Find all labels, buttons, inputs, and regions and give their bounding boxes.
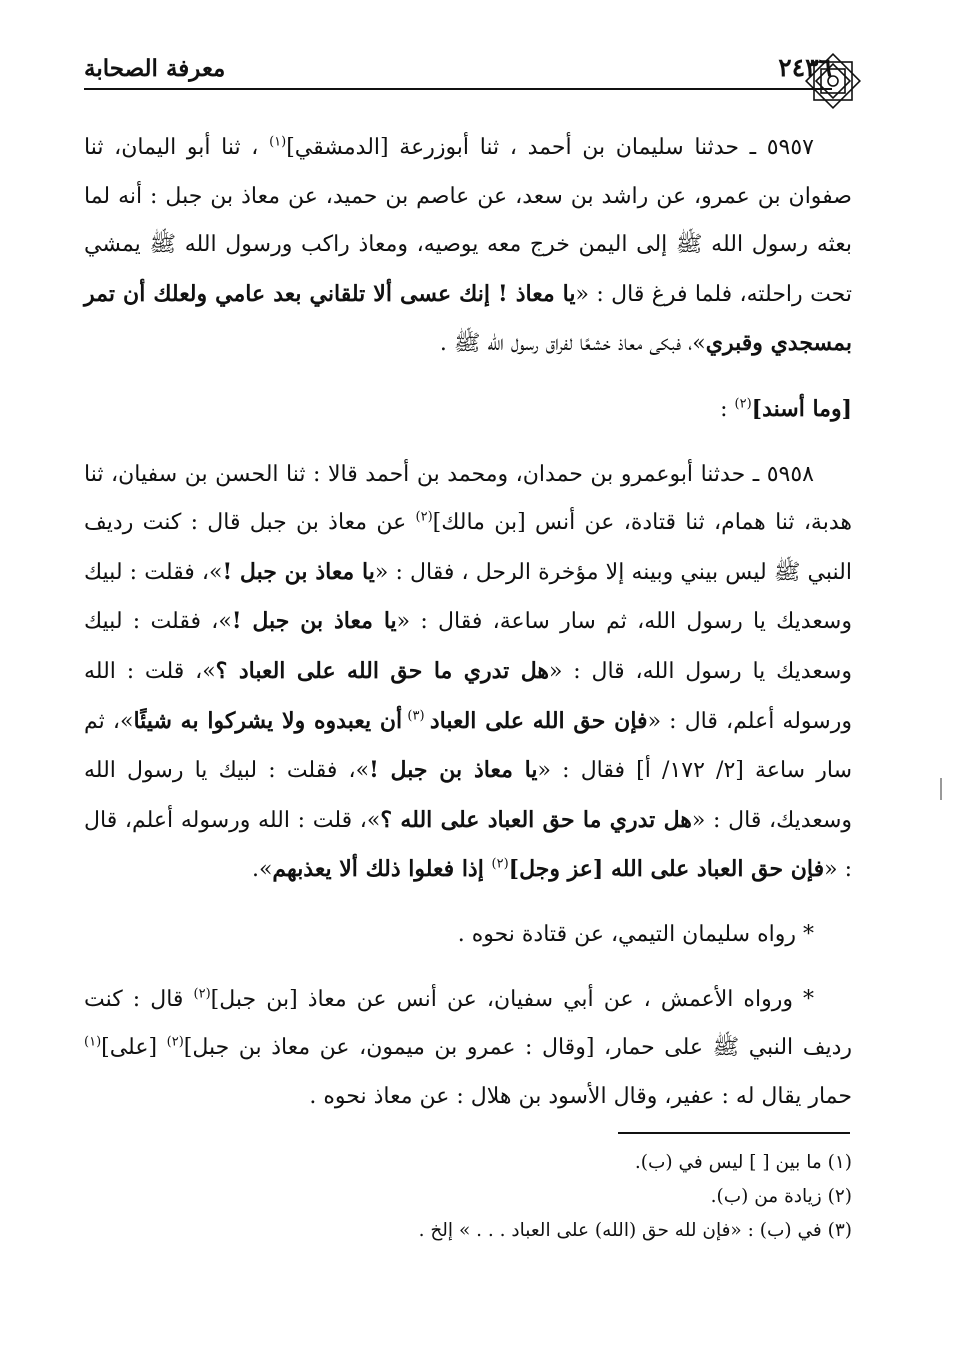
- footnote-rule: [618, 1132, 850, 1134]
- book-title: معرفة الصحابة: [84, 55, 226, 82]
- footnote-2: (٢) زيادة من (ب).: [710, 1186, 852, 1207]
- prophetic-quote: يا معاذ ! إنك عسى ألا تلقاني بعد عامي ولعلك أن تمر بمسجدي وقبري: [84, 280, 852, 357]
- prophetic-quote: هل تدري ما حق الله على العباد ؟: [215, 657, 550, 684]
- section-heading: [وما أسند]: [751, 395, 852, 422]
- text-segment: ٥٩٥٨ ـ حدثنا أبوعمرو بن حمدان، ومحمد بن أحمد قالا : ثنا الحسن بن سفيان، ثنا هدبة، ثنا همام، ثنا قتادة، عن أنس [بن مالك]: [84, 461, 852, 536]
- footnote-ref: (٣): [402, 708, 430, 724]
- page-number: ٢٤٣٦: [778, 53, 832, 82]
- footnotes: [300, 1146, 852, 1248]
- footnote-ref: (٢): [166, 1034, 184, 1050]
- page-header: [84, 44, 858, 88]
- octagram-ornament-icon: [804, 52, 862, 110]
- footnote-ref: (٢): [193, 986, 211, 1002]
- prophetic-quote: أن يعبدوه ولا يشركوا به شيئًا: [133, 707, 403, 734]
- footnote-ref: (٢): [734, 396, 752, 412]
- hadith-5957-intro: ٥٩٥٧ ـ حدثنا سليمان بن أحمد ، ثنا أبوزرعة [الدمشقي]: [286, 135, 814, 160]
- footnote-ref: (٢): [491, 856, 509, 872]
- prophetic-quote: يا معاذ بن جبل !: [222, 558, 375, 585]
- footnote-1: (١) ما بين [ ] ليس في (ب).: [634, 1152, 852, 1173]
- hadith-5958: [84, 451, 852, 895]
- text-segment: قال : كنت رديف النبي ﷺ على حمار، [وقال : عمرو بن ميمون، عن معاذ بن جبل]: [84, 986, 853, 1061]
- footnote-ref: (١): [269, 134, 287, 150]
- footnote-3: (٣) في (ب) : «فإن لله حق (الله) على العباد . . . » إلخ .: [418, 1220, 852, 1241]
- text-segment: »، فقلت : لبيك يا رسول الله وسعديك، قال : «: [84, 758, 853, 833]
- hadith-5957-ending: »، فبكى معاذ خشعًا لفراق رسول الله ﷺ .: [439, 331, 706, 357]
- footnote-ref: (٢): [415, 509, 433, 525]
- text-segment: »، ثم سار ساعة [٢/ ١٧٢/ أ] فقال : «: [84, 708, 853, 784]
- prophetic-quote: فإن حق العباد على الله [عز وجل]: [508, 856, 825, 883]
- hadith-5957: [84, 124, 852, 369]
- hadith-5957-text: ، ثنا أبو اليمان، ثنا صفوان بن عمرو، عن راشد بن سعد، عن عاصم بن حميد، عن معاذ بن جبل : أنه لما بعثه رسول الله ﷺ إلى اليمن خرج معه يوصيه، ومعاذ راكب ورسول الله ﷺ يمشي تحت راحلته، فلما فرغ قال : «: [84, 135, 852, 307]
- text-segment: حمار يقال له : عفير، وقال الأسود بن هلال : عن معاذ نحوه .: [309, 1083, 852, 1109]
- text-segment: »، فقلت : لبيك وسعديك يا رسول الله، قال : «: [84, 609, 852, 684]
- text-segment: »، قلت : الله ورسوله أعلم، قال : «: [84, 658, 852, 734]
- text-segment: * ورواه الأعمش ، عن أبي سفيان، عن أنس عن معاذ [بن جبل]: [210, 986, 814, 1012]
- text-segment: »، قلت : الله ورسوله أعلم، قال : «: [84, 807, 852, 883]
- heading-colon: :: [720, 396, 735, 422]
- scan-mark: [940, 778, 942, 800]
- prophetic-quote: يا معاذ بن جبل !: [231, 608, 397, 635]
- note-taymi: * رواه سليمان التيمي، عن قتادة نحوه .: [457, 921, 814, 947]
- text-segment: عن معاذ بن جبل قال : كنت رديف النبي ﷺ ليس بيني وبينه إلا مؤخرة الرحل ، فقال : «: [84, 510, 852, 585]
- prophetic-quote: فإن حق الله على العباد: [429, 707, 648, 734]
- text-segment: ».: [251, 857, 273, 883]
- note-amash: [84, 976, 852, 1122]
- text-segment: [على]: [101, 1035, 167, 1061]
- text-segment: »، فقلت : لبيك وسعديك يا رسول الله، ثم سار ساعة، فقال : «: [84, 559, 852, 635]
- header-rule: [84, 88, 832, 90]
- footnote-ref: (١): [84, 1034, 102, 1050]
- musnad-heading: [84, 385, 852, 435]
- prophetic-quote: هل تدري ما حق العباد على الله ؟: [380, 806, 692, 833]
- prophetic-quote: إذا فعلوا ذلك ألا يعذبهم: [272, 856, 492, 883]
- main-text: [84, 124, 852, 1121]
- prophetic-quote: يا معاذ بن جبل !: [369, 757, 538, 784]
